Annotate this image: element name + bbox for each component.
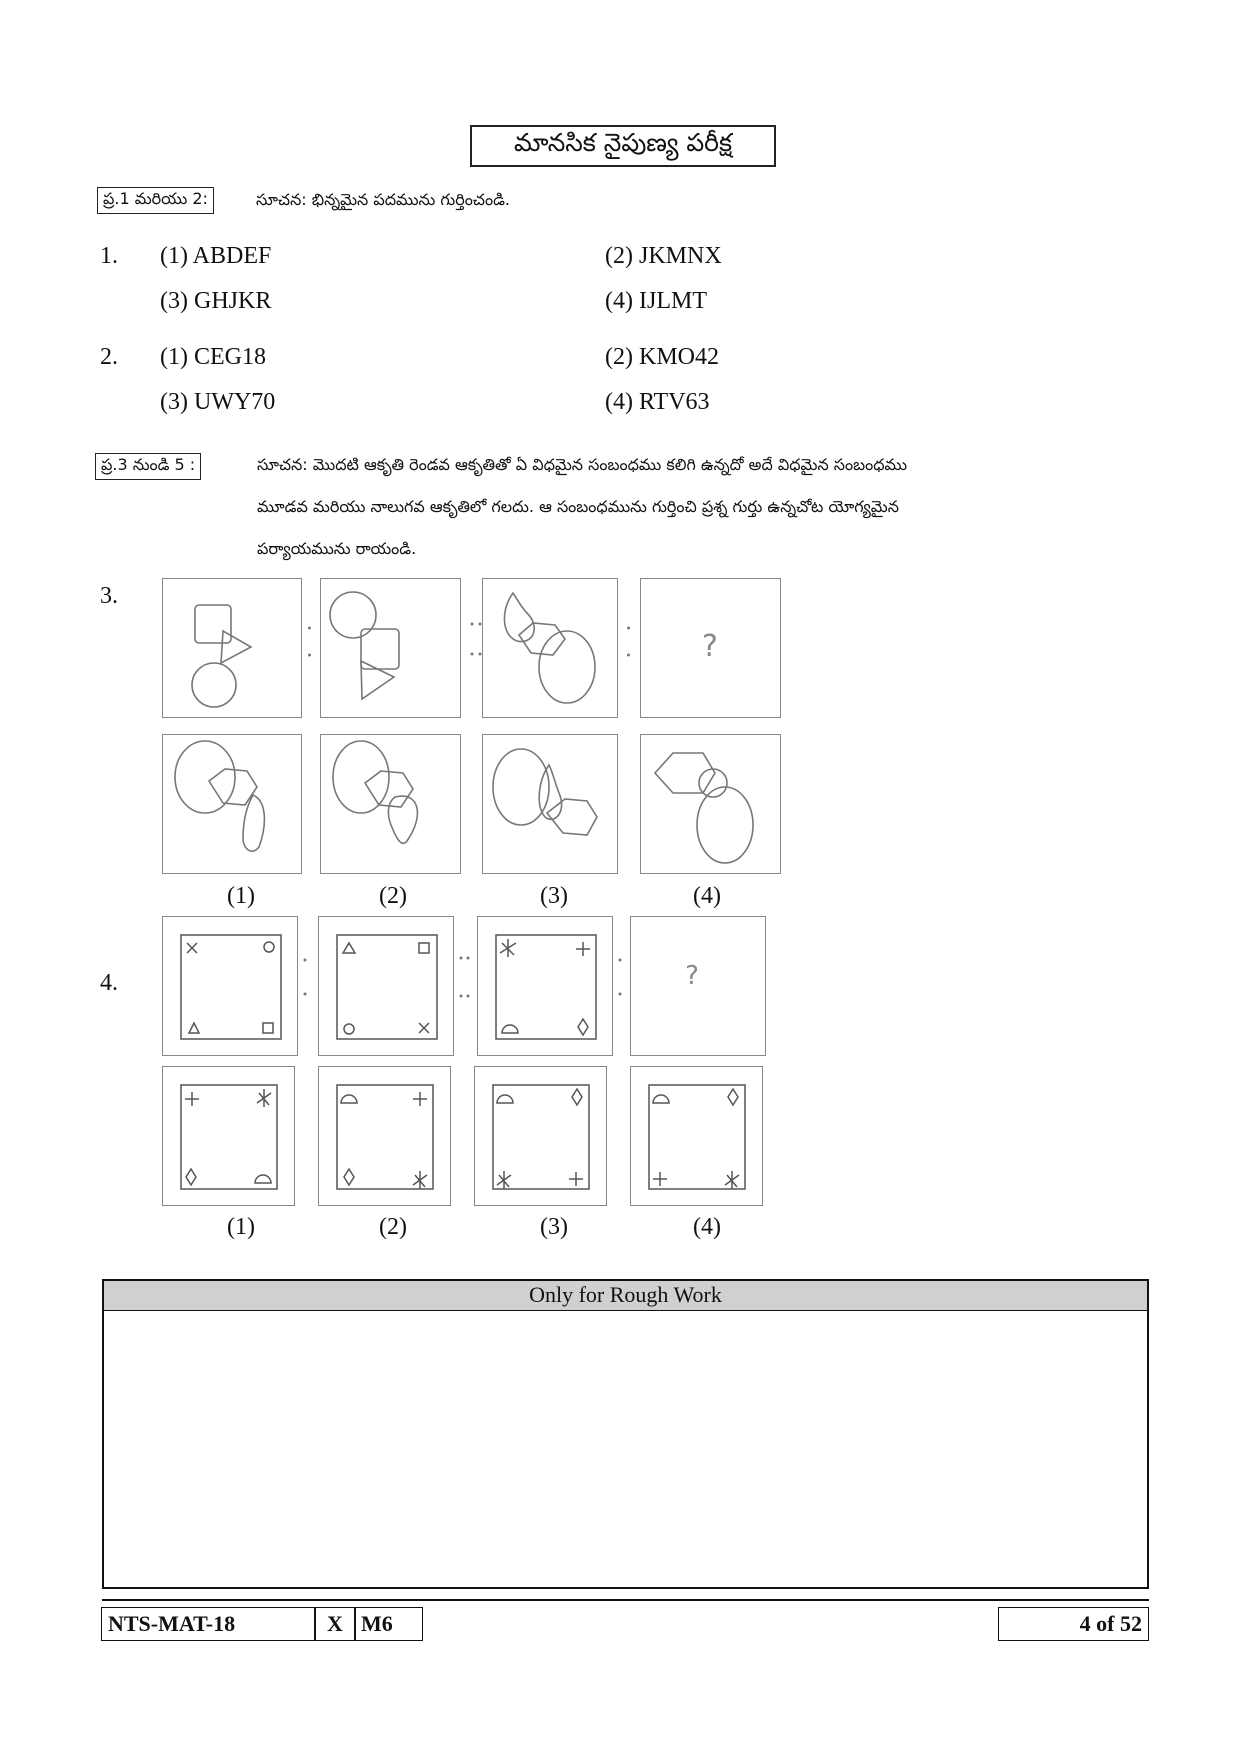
q3-ratio-colon-2 (626, 623, 631, 663)
q4-answer-figure-4[interactable] (630, 1066, 763, 1206)
q4-answer-figure-3[interactable] (474, 1066, 607, 1206)
q4-ratio-colon-1 (302, 955, 308, 1001)
footer-exam-code: NTS-MAT-18 (101, 1607, 316, 1641)
rough-work-heading: Only for Rough Work (104, 1281, 1147, 1311)
q3-answer-figure-2[interactable] (320, 734, 461, 874)
q4-ratio-colon-2 (617, 955, 623, 1001)
section2-instruction-line-2: మూడవ మరియు నాలుగవ ఆకృతిలో గలదు. ఆ సంబంధమును గుర్తించి ప్రశ్న గుర్తు ఉన్నచోట యోగ్యమైన (257, 497, 899, 516)
section2-instruction (257, 444, 1147, 570)
q4-problem-figure-1 (162, 916, 298, 1056)
page-title: మానసిక నైపుణ్య పరీక్ష (470, 125, 776, 167)
q4-option-label-1: (1) (227, 1214, 255, 1240)
section1-instruction: సూచన: భిన్నమైన పదమును గుర్తించండి. (256, 190, 511, 209)
footer-set: M6 (354, 1607, 423, 1641)
section2-label: ప్ర.3 నుండి 5 : (95, 453, 201, 480)
question-4-number: 4. (100, 970, 118, 996)
q1-option-2: (2) JKMNX (605, 243, 722, 269)
q4-option-label-2: (2) (379, 1214, 407, 1240)
q4-problem-figure-3 (477, 916, 613, 1056)
footer-class: X (314, 1607, 356, 1641)
q4-option-label-4: (4) (693, 1214, 721, 1240)
q3-problem-figure-4 (640, 578, 781, 718)
q1-option-1: (1) ABDEF (160, 243, 272, 269)
q4-answer-figure-2[interactable] (318, 1066, 451, 1206)
q1-option-3: (3) GHJKR (160, 288, 272, 314)
q3-option-label-1: (1) (227, 883, 255, 909)
q2-option-4: (4) RTV63 (605, 389, 710, 415)
q4-answer-figure-1[interactable] (162, 1066, 295, 1206)
q3-answer-figure-1[interactable] (162, 734, 302, 874)
q2-option-3: (3) UWY70 (160, 389, 276, 415)
q3-answer-figure-4[interactable] (640, 734, 781, 874)
q4-ratio-double-colon (458, 952, 472, 1004)
q3-problem-figure-2 (320, 578, 461, 718)
q3-question-mark: ? (702, 629, 718, 664)
question-2-number: 2. (100, 344, 118, 370)
q3-problem-figure-3 (482, 578, 618, 718)
question-1-number: 1. (100, 243, 118, 269)
footer-page-number: 4 of 52 (998, 1607, 1149, 1641)
q4-problem-figure-2 (318, 916, 454, 1056)
q3-answer-figure-3[interactable] (482, 734, 618, 874)
q2-option-1: (1) CEG18 (160, 344, 266, 370)
q4-question-mark: ? (685, 961, 699, 991)
section2-instruction-line-1: సూచన: మొదటి ఆకృతి రెండవ ఆకృతితో ఏ విధమైన సంబంధము కలిగి ఉన్నదో అదే విధమైన సంబంధము (257, 455, 907, 474)
section1-label: ప్ర.1 మరియు 2: (97, 187, 214, 214)
rough-work-box (102, 1279, 1149, 1589)
q3-option-label-3: (3) (540, 883, 568, 909)
q3-option-label-4: (4) (693, 883, 721, 909)
q3-problem-figure-1 (162, 578, 302, 718)
q3-ratio-colon-1 (307, 623, 312, 663)
footer-divider (102, 1599, 1149, 1601)
q2-option-2: (2) KMO42 (605, 344, 719, 370)
q3-option-label-2: (2) (379, 883, 407, 909)
q4-option-label-3: (3) (540, 1214, 568, 1240)
q4-problem-figure-4 (630, 916, 766, 1056)
q1-option-4: (4) IJLMT (605, 288, 707, 314)
question-3-number: 3. (100, 583, 118, 609)
section2-instruction-line-3: పర్యాయమును రాయండి. (257, 539, 417, 558)
